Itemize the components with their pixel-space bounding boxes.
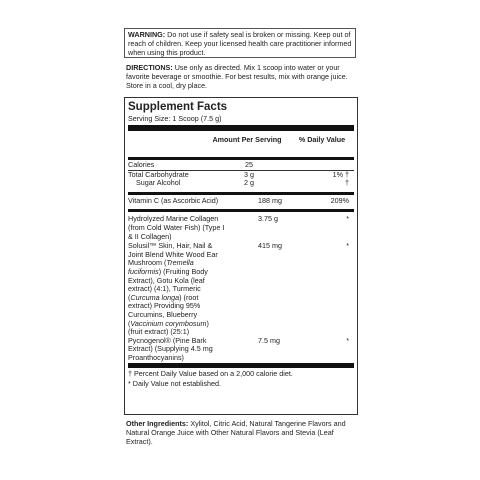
footnote-percent-dv: † Percent Daily Value based on a 2,000 calorie diet. (128, 369, 293, 379)
directions-text-block (126, 63, 358, 91)
ingredient-row-pycnogenol (128, 337, 354, 363)
divider-thick (128, 125, 354, 131)
ingredient-name: Solusil™ Skin, Hair, Nail & Joint Blend White Wood Ear Mushroom (Tremella fuciformis) (Fruiting Body Extract), Gotu Kola (leaf extract) (4:1), Turmeric (Curcuma longa) (root extract) Providing 95% Curcumins, Blueberry (Vaccinium corymbosum) (fruit extract) (25:1) (128, 241, 218, 337)
nutrient-row-vitamin-c (128, 197, 354, 206)
other-ingredients (126, 420, 358, 446)
nutrient-amount: 3 g (244, 169, 254, 179)
warning-text: Do not use if safety seal is broken or missing. Keep out of reach of children. Keep your licensed health care practitioner informed when using this product. (128, 30, 352, 58)
nutrient-name: Total Carbohydrate (128, 169, 189, 179)
ingredient-amount: 7.5 mg (258, 335, 280, 345)
header-daily-value: % Daily Value (298, 135, 346, 144)
ingredient-daily-value: * (346, 241, 349, 251)
table-header (128, 132, 354, 156)
ingredient-name: Pycnogenol® (Pine Bark Extract) (Supplying 4.5 mg Proanthocyanins) (128, 335, 213, 362)
header-amount-per-serving: Amount Per Serving (212, 135, 282, 144)
nutrient-amount: 2 g (244, 178, 254, 188)
divider-medium (128, 192, 354, 195)
nutrient-amount: 188 mg (258, 195, 282, 205)
ingredient-daily-value: * (346, 335, 349, 345)
directions-label: DIRECTIONS: (126, 63, 173, 72)
supplement-facts-panel (124, 97, 358, 415)
warning-box (124, 28, 356, 58)
footnote-dv-not-established: * Daily Value not established. (128, 379, 221, 389)
other-ingredients-label: Other Ingredients: (126, 419, 189, 428)
nutrient-row-calories (128, 161, 354, 170)
ingredient-name: Hydrolyzed Marine Collagen (from Cold Water Fish) (Type I & II Collagen) (128, 214, 225, 241)
directions-text: Use only as directed. Mix 1 scoop into water or your favorite beverage or smoothie. For best results, mix with orange juice. Store in a cool, dry place. (126, 63, 348, 91)
nutrient-name: Calories (128, 160, 155, 169)
divider-medium (128, 209, 354, 212)
ingredient-row-solusil-blend (128, 242, 354, 337)
supplement-facts-title: Supplement Facts (128, 101, 228, 113)
nutrient-amount: 25 (245, 160, 253, 169)
ingredient-amount: 3.75 g (258, 214, 278, 224)
divider-thick (128, 363, 354, 368)
nutrient-daily-value: 1% † (332, 169, 349, 179)
nutrient-daily-value: 209% (330, 195, 349, 205)
divider-medium (128, 157, 354, 160)
ingredient-amount: 415 mg (258, 241, 282, 251)
warning-label: WARNING: (128, 30, 166, 39)
ingredient-row-collagen (128, 215, 354, 241)
ingredient-daily-value: * (346, 214, 349, 224)
nutrient-row-sugar-alcohol (128, 179, 354, 188)
other-ingredients-text: Xylitol, Citric Acid, Natural Tangerine Flavors and Natural Orange Juice with Other Natural Flavors and Stevia (Leaf Extract). (126, 419, 346, 446)
nutrient-name: Vitamin C (as Ascorbic Acid) (128, 195, 219, 205)
nutrient-daily-value: † (345, 178, 349, 188)
nutrient-name: Sugar Alcohol (136, 178, 181, 188)
serving-size: Serving Size: 1 Scoop (7.5 g) (128, 114, 222, 123)
